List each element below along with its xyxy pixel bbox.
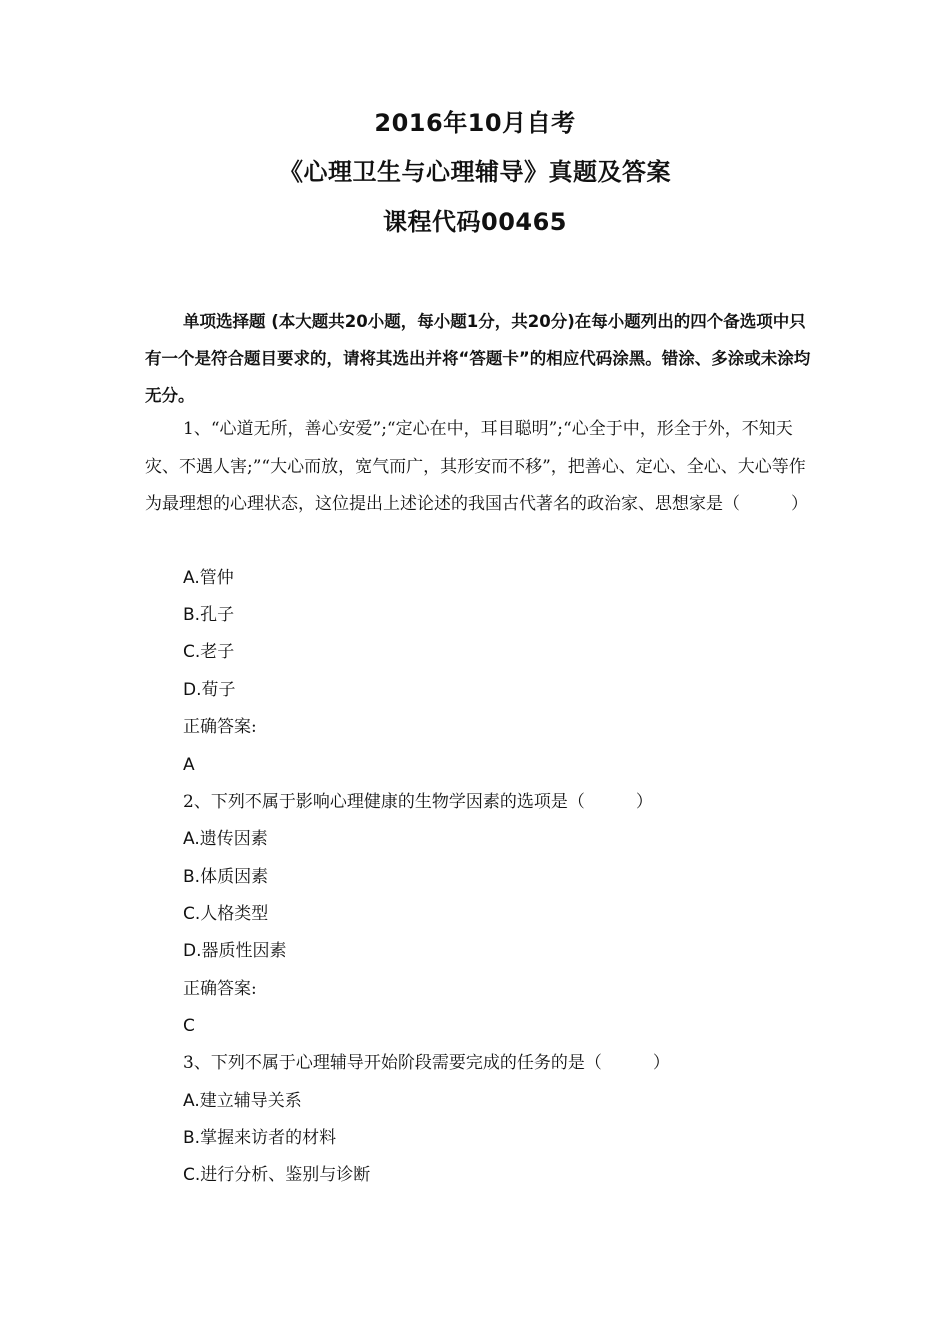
question-1-answer-label: 正确答案: (183, 717, 257, 737)
option-text: 孔子 (200, 605, 235, 625)
option-text: 荀子 (201, 680, 236, 700)
option-text: 建立辅导关系 (199, 1091, 302, 1111)
question-2-option-b (183, 865, 268, 889)
exam-title-code: 课程代码00465 (383, 208, 567, 236)
section-instructions: 单项选择题 (本大题共20小题，每小题1分，共20分)在每小题列出的四个备选项中只有一个是符合题目要求的，请将其选出并将“答题卡”的相应代码涂黑。错涂、多涂或未涂均无分。 (145, 312, 811, 405)
option-letter: A. (183, 829, 200, 849)
option-letter: A. (183, 1091, 200, 1111)
option-letter: D. (183, 680, 202, 700)
option-text: 器质性因素 (201, 941, 287, 961)
option-text: 进行分析、鉴别与诊断 (200, 1165, 371, 1185)
exam-title-year: 2016年10月自考 (374, 109, 576, 137)
question-3-option-c (183, 1163, 370, 1187)
question-3-stem: 3、下列不属于心理辅导开始阶段需要完成的任务的是（ ） (183, 1053, 670, 1073)
question-1-stem: 1、“心道无所，善心安爱”;“定心在中，耳目聪明”;“心全于中，形全于外，不知天灾、不遇人害;”“大心而放，宽气而广，其形安而不移”，把善心、定心、全心、大心等作为最理想的心理状态，这位提出上述论述的我国古代著名的政治家、思想家是（ ） (145, 419, 808, 514)
option-text: 管仲 (199, 568, 234, 588)
option-letter: A. (183, 568, 200, 588)
question-2-option-d (183, 939, 287, 963)
question-1-option-c (183, 640, 234, 664)
option-letter: D. (183, 941, 202, 961)
question-3-option-b (183, 1126, 336, 1150)
question-2-option-a (183, 827, 268, 851)
exam-title-course: 《心理卫生与心理辅导》真题及答案 (279, 158, 671, 186)
option-letter: C. (183, 1165, 201, 1185)
option-text: 老子 (200, 642, 235, 662)
option-text: 人格类型 (200, 904, 269, 924)
question-2-stem: 2、下列不属于影响心理健康的生物学因素的选项是（ ） (183, 792, 653, 812)
option-letter: C. (183, 642, 201, 662)
option-letter: C. (183, 904, 201, 924)
option-letter: B. (183, 605, 201, 625)
option-letter: B. (183, 1128, 201, 1148)
option-text: 体质因素 (200, 867, 269, 887)
option-text: 掌握来访者的材料 (200, 1128, 337, 1148)
question-3-option-a (183, 1089, 302, 1113)
question-1-option-b (183, 603, 234, 627)
question-2-answer-label: 正确答案: (183, 979, 257, 999)
question-1-option-d (183, 678, 236, 702)
question-1-answer: A (183, 755, 195, 775)
option-text: 遗传因素 (199, 829, 268, 849)
question-2-answer: C (183, 1016, 195, 1036)
option-letter: B. (183, 867, 201, 887)
question-1-option-a (183, 566, 234, 590)
question-2-option-c (183, 902, 268, 926)
